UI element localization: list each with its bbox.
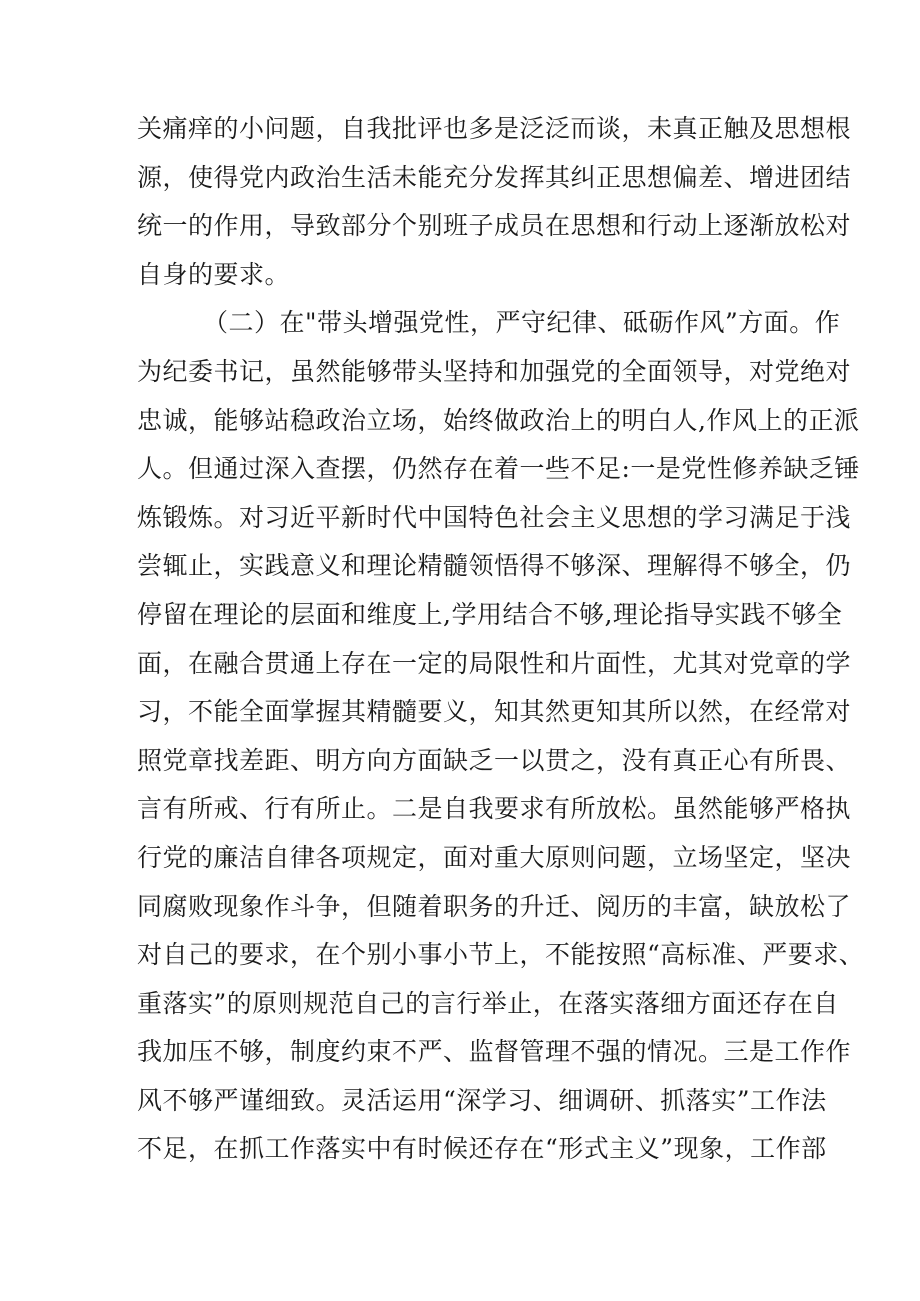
text-line: 自身的要求。 bbox=[137, 259, 291, 289]
text-line: 面，在融合贯通上存在一定的局限性和片面性，尤其对党章的学 bbox=[137, 648, 852, 678]
text-line: 尝辄止，实践意义和理论精髓领悟得不够深、理解得不够全，仍 bbox=[137, 551, 852, 581]
text-line: 停留在理论的层面和维度上,学用结合不够,理论指导实践不够全 bbox=[137, 599, 843, 629]
text-line: 我加压不够，制度约束不严、监督管理不强的情况。三是工作作 bbox=[137, 1037, 852, 1067]
text-line: 行党的廉洁自律各项规定，面对重大原则问题，立场坚定，坚决 bbox=[137, 842, 852, 872]
text-line: 为纪委书记，虽然能够带头坚持和加强党的全面领导，对党绝对 bbox=[137, 356, 852, 386]
text-line: 重落实”的原则规范自己的言行举止，在落实落细方面还存在自 bbox=[137, 988, 839, 1018]
text-line: 风不够严谨细致。灵活运用“深学习、细调研、抓落实”工作法 bbox=[137, 1085, 827, 1115]
text-line: 炼锻炼。对习近平新时代中国特色社会主义思想的学习满足于浅 bbox=[137, 502, 852, 532]
body-text bbox=[137, 105, 865, 1174]
text-line: 关痛痒的小问题，自我批评也多是泛泛而谈，未真正触及思想根 bbox=[137, 114, 852, 143]
text-line: 照党章找差距、明方向方面缺乏一以贯之，没有真正心有所畏、 bbox=[137, 745, 852, 775]
text-line: 习，不能全面掌握其精髓要义，知其然更知其所以然，在经常对 bbox=[137, 697, 852, 727]
text-line: 言有所戒、行有所止。二是自我要求有所放松。虽然能够严格执 bbox=[137, 794, 852, 824]
text-line: 统一的作用，导致部分个别班子成员在思想和行动上逐渐放松对 bbox=[137, 211, 852, 241]
text-line: 忠诚，能够站稳政治立场，始终做政治上的明白人,作风上的正派 bbox=[137, 405, 860, 435]
text-line: 人。但通过深入查摆，仍然存在着一些不足:一是党性修养缺乏锤 bbox=[137, 454, 860, 484]
text-line: 同腐败现象作斗争，但随着职务的升迁、阅历的丰富，缺放松了 bbox=[137, 891, 852, 921]
text-line: 源，使得党内政治生活未能充分发挥其纠正思想偏差、增进团结 bbox=[137, 162, 852, 192]
text-line: 不足，在抓工作落实中有时候还存在“形式主义”现象，工作部 bbox=[137, 1134, 827, 1164]
text-line: 对自己的要求，在个别小事小节上，不能按照“高标准、严要求、 bbox=[137, 940, 865, 970]
text-line: （二）在"带头增强党性，严守纪律、砥砺作风”方面。作 bbox=[203, 308, 841, 338]
